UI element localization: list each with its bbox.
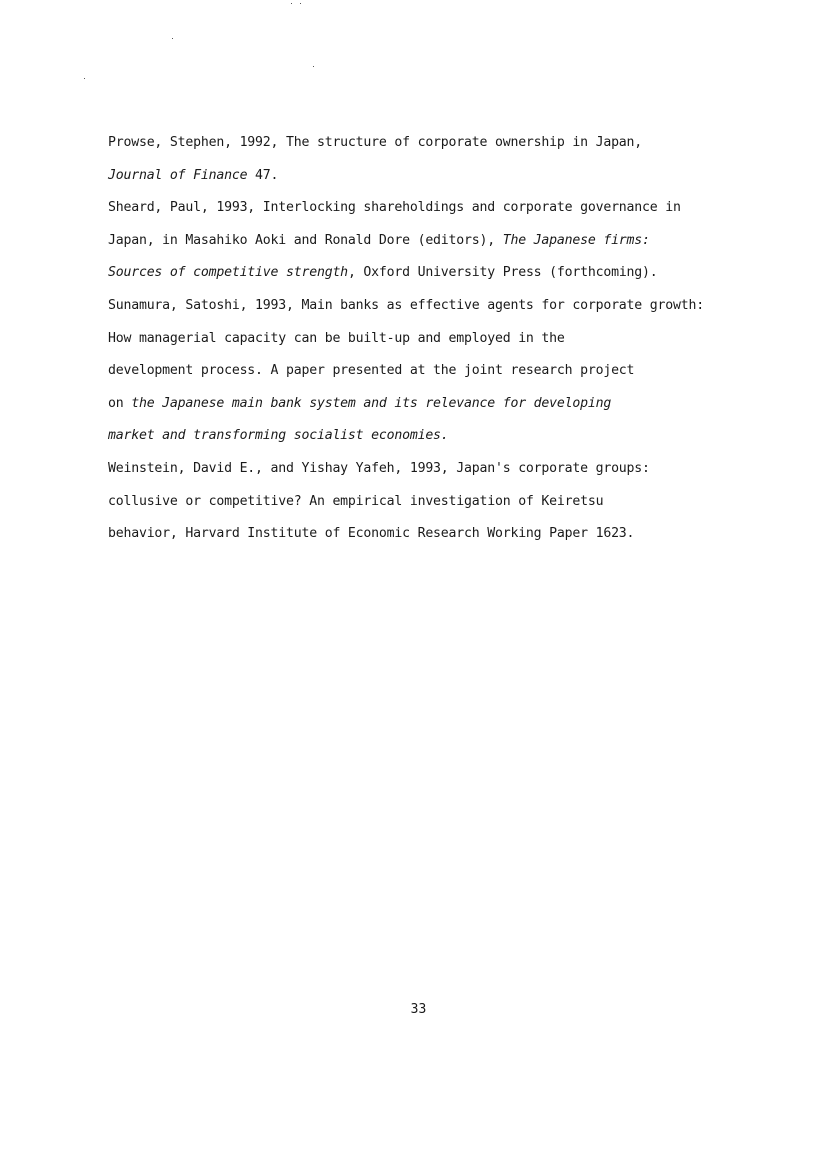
reference-line <box>108 388 768 421</box>
reference-publisher: , Oxford University Press (forthcoming). <box>347 265 658 281</box>
reference-line: Sunamura, Satoshi, 1993, Main banks as effective agents for corporate growth: <box>108 297 704 313</box>
reference-volume: 47. <box>247 167 279 183</box>
scan-speck <box>313 66 314 67</box>
reference-line: Prowse, Stephen, 1992, The structure of corporate ownership in Japan, <box>108 135 643 150</box>
reference-line: Sheard, Paul, 1993, Interlocking shareholdings and corporate governance in <box>108 200 681 216</box>
scan-speck <box>291 3 292 4</box>
reference-entry-sunamura <box>108 290 768 453</box>
reference-line: collusive or competitive? An empirical investigation of Keiretsu <box>108 493 604 509</box>
reference-line <box>108 420 768 453</box>
reference-line: development process. A paper presented at the joint research project <box>108 363 635 379</box>
project-title-cont: market and transforming socialist economies. <box>108 428 449 444</box>
reference-text: Japan, in Masahiko Aoki and Ronald Dore (editors), <box>108 232 503 248</box>
book-title: The Japanese firms: <box>502 232 650 248</box>
scan-speck <box>300 3 301 4</box>
scan-speck <box>84 78 85 79</box>
book-subtitle: Sources of competitive strength <box>108 265 348 281</box>
reference-line: behavior, Harvard Institute of Economic Research Working Paper 1623. <box>108 526 635 542</box>
page-number: 33 <box>410 1002 427 1017</box>
reference-line <box>108 225 768 258</box>
journal-title: Journal of Finance <box>108 167 248 183</box>
reference-line <box>108 257 768 290</box>
reference-entry-prowse <box>108 127 768 192</box>
reference-line: How managerial capacity can be built-up and employed in the <box>108 330 565 346</box>
scan-speck <box>172 38 173 39</box>
reference-entry-weinstein <box>108 453 768 551</box>
reference-line <box>108 160 768 193</box>
reference-text: on <box>108 395 132 411</box>
reference-entry-sheard <box>108 192 768 290</box>
reference-line: Weinstein, David E., and Yishay Yafeh, 1993, Japan's corporate groups: <box>108 460 650 476</box>
reference-list <box>108 127 768 551</box>
project-title: the Japanese main bank system and its relevance for developing <box>131 395 612 411</box>
